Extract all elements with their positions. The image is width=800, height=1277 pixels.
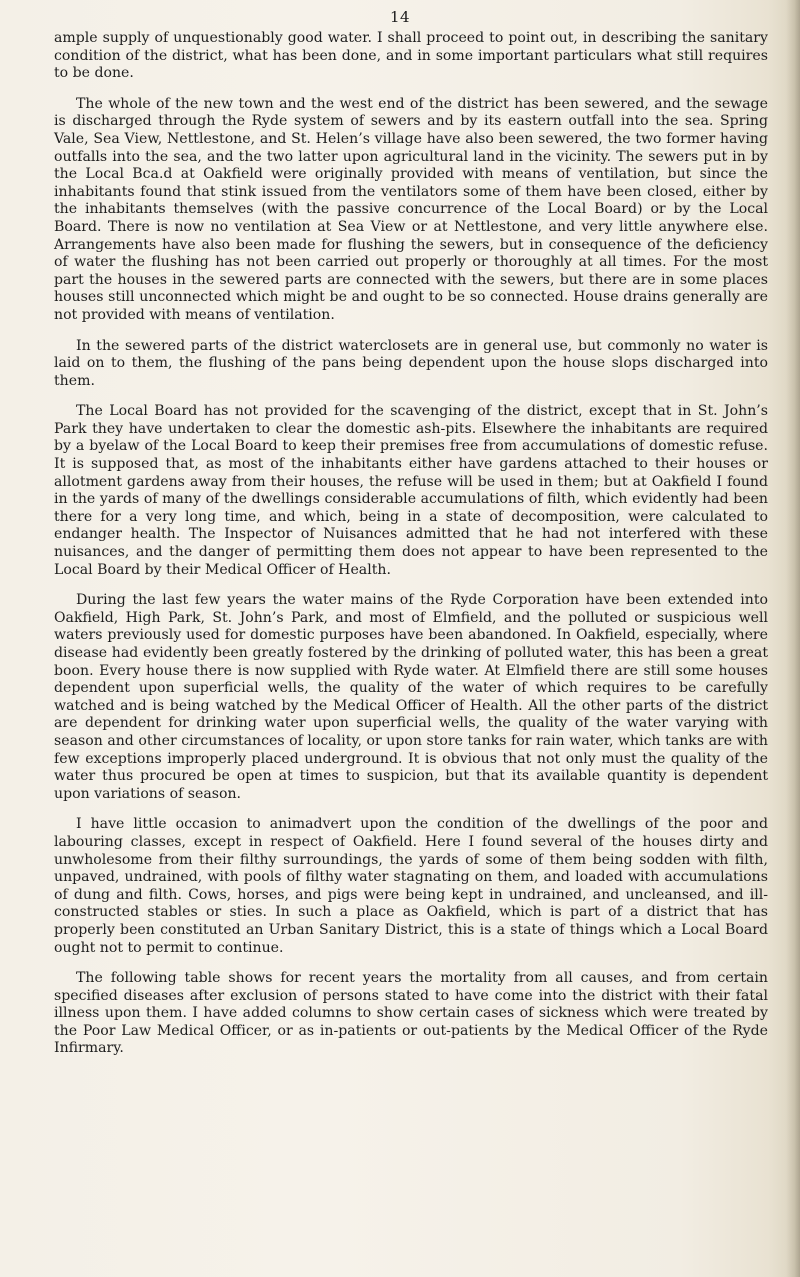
paragraph-7: The following table shows for recent years the mortality from all causes, and from certain specified diseases after exclusion of persons stated to have come into the district with their fatal illness upon them. I have added columns to show certain cases of sickness which were treated by the Poor Law Medical Officer, or as in-patients or out-patients by the Medical Officer of the Ryde Infirmary.: [54, 970, 768, 1057]
paragraph-3: In the sewered parts of the district waterclosets are in general use, but commonly no water is laid on to them, the flushing of the pans being dependent upon the house slops discharged into them.: [54, 337, 768, 389]
document-body: [54, 30, 768, 1071]
page-edge-shadow: [786, 0, 800, 1277]
paragraph-2: The whole of the new town and the west end of the district has been sewered, and the sewage is discharged through the Ryde system of sewers and by its eastern outfall into the sea. Spring Vale, Sea View, Nettlestone, and St. Helen’s village have also been sewered, the two former having outfalls into the sea, and the two latter upon agricultural land in the vicinity. The sewers put in by the Local Bca.d at Oakfield were originally provided with means of ventilation, but since the inhabitants found that stink issued from the ventilators some of them have been closed, either by the inhabitants themselves (with the passive concurrence of the Local Board) or by the Local Board. There is now no ventilation at Sea View or at Nettlestone, and very little anywhere else. Arrangements have also been made for flushing the sewers, but in consequence of the deficiency of water the flushing has not been carried out properly or thoroughly at all times. For the most part the houses in the sewered parts are connected with the sewers, but there are in some places houses still unconnected which might be and ought to be so connected. House drains generally are not provided with means of ventilation.: [54, 95, 768, 323]
page-number: 14: [389, 8, 411, 26]
paragraph-5: During the last few years the water mains of the Ryde Corporation have been extended into Oakfield, High Park, St. John’s Park, and most of Elmfield, and the polluted or suspicious well waters previously used for domestic purposes have been abandoned. In Oakfield, especially, where disease had evidently been greatly fostered by the drinking of polluted water, this has been a great boon. Every house there is now supplied with Ryde water. At Elmfield there are still some houses dependent upon superficial wells, the quality of the water of which requires to be carefully watched and is being watched by the Medical Officer of Health. All the other parts of the district are dependent for drinking water upon superficial wells, the quality of the water varying with season and other circumstances of locality, or upon store tanks for rain water, which tanks are with few exceptions improperly placed underground. It is obvious that not only must the quality of the water thus procured be open at times to suspicion, but that its available quantity is dependent upon variations of season.: [54, 592, 768, 802]
paragraph-6: I have little occasion to animadvert upon the condition of the dwellings of the poor and labouring classes, except in respect of Oakfield. Here I found several of the houses dirty and unwholesome from their filthy surroundings, the yards of some of them being sodden with filth, unpaved, undrained, with pools of filthy water stagnating on them, and loaded with accumulations of dung and filth. Cows, horses, and pigs were being kept in undrained, and uncleansed, and ill-constructed stables or sties. In such a place as Oakfield, which is part of a district that has properly been constituted an Urban Sanitary District, this is a state of things which a Local Board ought not to permit to continue.: [54, 816, 768, 956]
paragraph-4: The Local Board has not provided for the scavenging of the district, except that in St. John’s Park they have undertaken to clear the domestic ash-pits. Elsewhere the inhabitants are required by a byelaw of the Local Board to keep their premises free from accumulations of domestic refuse. It is supposed that, as most of the inhabitants either have gardens attached to their houses or allotment gardens away from their houses, the refuse will be used in them; but at Oakfield I found in the yards of many of the dwellings considerable accumulations of filth, which evidently had been there for a very long time, and which, being in a state of decomposition, were calculated to endanger health. The Inspector of Nuisances admitted that he had not interfered with these nuisances, and the danger of permitting them does not appear to have been represented to the Local Board by their Medical Officer of Health.: [54, 403, 768, 578]
paragraph-1: ample supply of unquestionably good water. I shall proceed to point out, in describing the sanitary condition of the district, what has been done, and in some important particulars what still requires to be done.: [54, 30, 768, 82]
